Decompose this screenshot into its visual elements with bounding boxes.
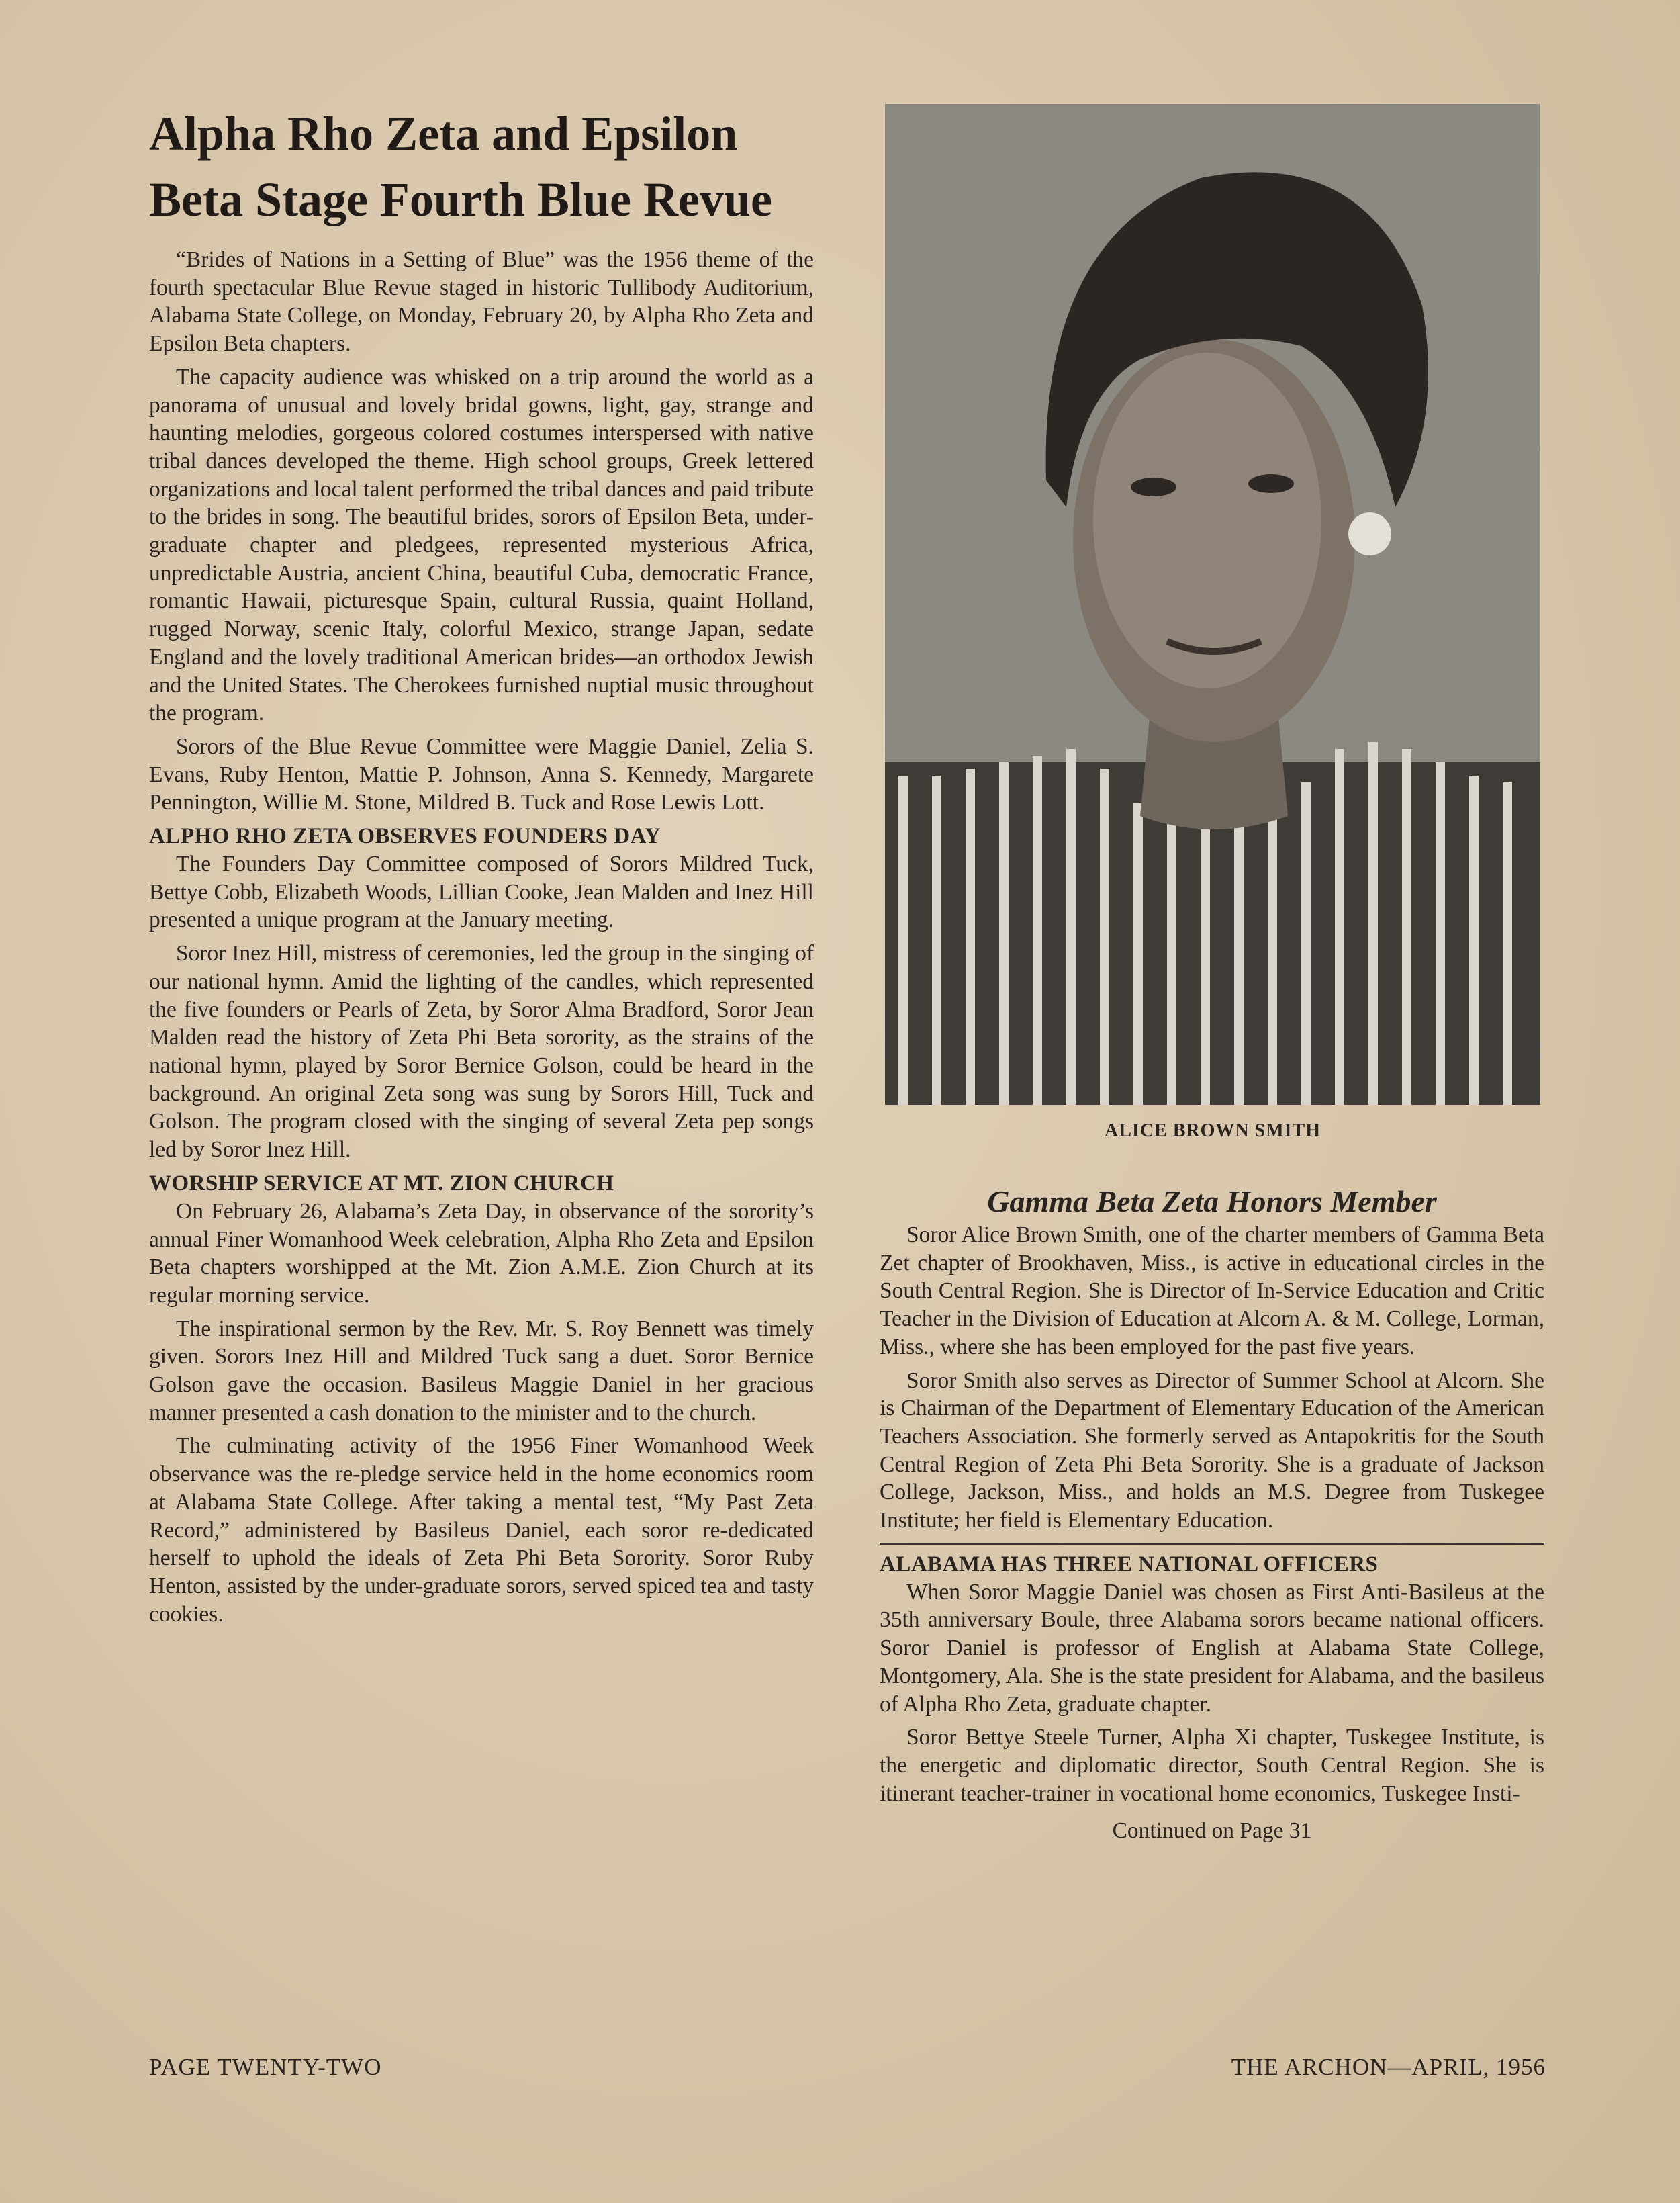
article-body-right <box>880 1221 1544 1807</box>
right-column <box>880 1182 1544 1845</box>
divider-rule <box>880 1543 1544 1545</box>
portrait-photo <box>885 104 1540 1105</box>
paragraph: Soror Smith also serves as Director of Summer School at Alcorn. She is Chairman of the Department of Elementary Education of the American Teachers Association. She formerly served as Antapokritis for the South Central Region of Zeta Phi Beta Sorority. She is a graduate of Jackson College, Jackson, Miss., and holds an M.S. Degree from Tuskegee Institute; her field is Elementary Education. <box>880 1367 1544 1533</box>
section-heading-founders-day: ALPHO RHO ZETA OBSERVES FOUNDERS DAY <box>149 824 661 849</box>
paragraph: “Brides of Nations in a Setting of Blue” was the 1956 theme of the fourth spectacular Blue Revue staged in historic Tullibody Auditorium, Alabama State College, on Monday, February 20, by Alpha Rho Zeta and Epsilon Beta chapters. <box>149 247 814 357</box>
paragraph: On February 26, Alabama’s Zeta Day, in observance of the sorority’s annual Finer Womanhood Week celebration, Alpha Rho Zeta and Epsilon Beta chapters worshipped at the Mt. Zion A.M.E. Zion Church at its regular morning service. <box>149 1198 814 1308</box>
paragraph: The inspirational sermon by the Rev. Mr. S. Roy Bennett was timely given. Sorors Inez Hill and Mildred Tuck sang a duet. Soror Bernice Golson gave the occasion. Basileus Maggie Daniel in her gracious manner presented a cash donation to the minister and to the church. <box>149 1316 814 1425</box>
headline-line-1: Alpha Rho Zeta and Epsilon <box>149 107 738 161</box>
paragraph: Sorors of the Blue Revue Committee were Maggie Daniel, Zelia S. Evans, Ruby Henton, Mattie P. Johnson, Anna S. Kennedy, Margarete Pennington, Willie M. Stone, Mildred B. Tuck and Rose Lewis Lott. <box>149 733 814 815</box>
headline-line-2: Beta Stage Fourth Blue Revue <box>149 173 772 226</box>
photo-caption: ALICE BROWN SMITH <box>1105 1120 1321 1141</box>
article-subheadline: Gamma Beta Zeta Honors Member <box>987 1184 1437 1218</box>
portrait-image <box>885 104 1540 1105</box>
paragraph: The Founders Day Committee composed of Sorors Mildred Tuck, Bettye Cobb, Elizabeth Woods, Lillian Cooke, Jean Malden and Inez Hill presented a unique program at the January meeting. <box>149 852 814 933</box>
section-heading-worship-service: WORSHIP SERVICE AT MT. ZION CHURCH <box>149 1171 614 1196</box>
paragraph: The culminating activity of the 1956 Finer Womanhood Week observance was the re-pledge service held in the home economics room at Alabama State College. After taking a mental test, “My Past Zeta Record,” administered by Basileus Daniel, each soror re-dedicated herself to uphold the ideals of Zeta Phi Beta Sorority. Soror Ruby Henton, assisted by the under-graduate sorors, served spiced tea and tasty cookies. <box>149 1433 814 1627</box>
paragraph: The capacity audience was whisked on a trip around the world as a panorama of unusual and lovely bridal gowns, light, gay, strange and haunting melodies, gorgeous colored costumes interspersed with native tribal dances developed the theme. High school groups, Greek lettered organizations and local talent performed the tribal dances and paid tribute to the brides in song. The beautiful brides, sorors of Epsilon Beta, under-graduate chapter and pledgees, represented mysterious Africa, unpredictable Austria, ancient China, beautiful Cuba, democratic France, romantic Hawaii, picturesque Spain, cultural Russia, quaint Holland, rugged Norway, scenic Italy, colorful Mexico, strange Japan, sedate England and the lovely traditional American brides—an orthodox Jewish and the United States. The Cherokees furnished nuptial music throughout the program. <box>149 364 814 726</box>
section-heading-national-officers: ALABAMA HAS THREE NATIONAL OFFICERS <box>880 1552 1379 1576</box>
left-column <box>149 101 814 1633</box>
article-body <box>149 246 814 1628</box>
continued-note: Continued on Page 31 <box>1112 1818 1312 1844</box>
page-number-footer: PAGE TWENTY-TWO <box>149 2054 382 2080</box>
article-headline <box>149 101 814 232</box>
paragraph: Soror Inez Hill, mistress of ceremonies, led the group in the singing of our national hymn. Amid the lighting of the candles, which represented the five founders or Pearls of Zeta, by Soror Alma Bradford, Soror Jean Malden read the history of Zeta Phi Beta sorority, as the strains of the national hymn, played by Soror Bernice Golson, could be heard in the background. An original Zeta song was sung by Sorors Hill, Tuck and Golson. The program closed with the singing of several Zeta pep songs led by Soror Inez Hill. <box>149 941 814 1163</box>
paragraph: When Soror Maggie Daniel was chosen as First Anti-Basileus at the 35th anniversary Boule, three Alabama sorors became national officers. Soror Daniel is professor of English at Alabama State College, Montgomery, Ala. She is the state president for Alabama, and the basileus of Alpha Rho Zeta, graduate chapter. <box>880 1579 1544 1717</box>
publication-footer: THE ARCHON—APRIL, 1956 <box>1231 2054 1546 2080</box>
paragraph: Soror Bettye Steele Turner, Alpha Xi chapter, Tuskegee Institute, is the energetic and diplomatic director, South Central Region. She is itinerant teacher-trainer in vocational home economics, Tuskegee Insti- <box>880 1725 1544 1806</box>
paragraph: Soror Alice Brown Smith, one of the charter members of Gamma Beta Zet chapter of Brookhaven, Miss., is active in educational circles in the South Central Region. She is Director of In-Service Education and Critic Teacher in the Division of Education at Alcorn A. & M. College, Lorman, Miss., where she has been employed for the past five years. <box>880 1222 1544 1359</box>
